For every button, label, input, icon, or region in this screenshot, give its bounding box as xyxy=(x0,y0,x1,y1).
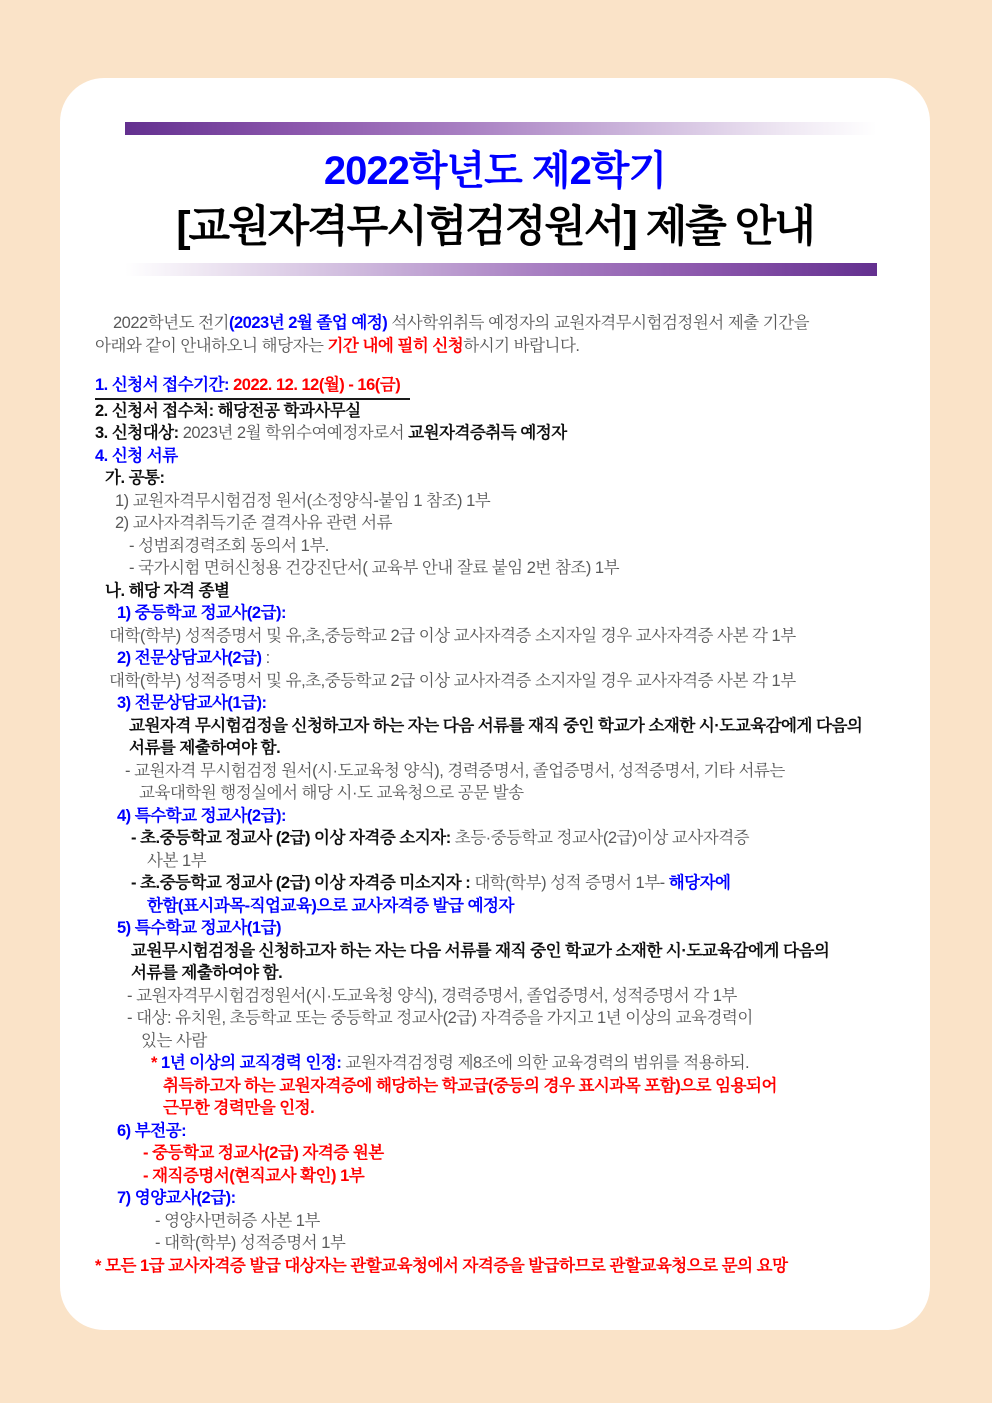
header-gradient-bar-bottom xyxy=(125,263,877,276)
text-line xyxy=(95,467,902,490)
text-segment: - 국가시험 면허신청용 건강진단서( 교육부 안내 잘료 붙임 2번 참조) 1부 xyxy=(129,559,620,577)
document-title-semester: 2022학년도 제2학기 xyxy=(323,149,667,193)
text-segment: 취득하고자 하는 교원자격증에 해당하는 학교급(중등의 경우 표시과목 포함)으로 임용되어 xyxy=(163,1076,777,1095)
text-segment: 서류를 제출하여야 함. xyxy=(129,739,281,757)
text-line xyxy=(95,1007,902,1030)
document-card xyxy=(60,78,930,1330)
text-segment: - 재직증명서(현직교사 확인) 1부 xyxy=(143,1166,365,1185)
text-segment: 대학(학부) 성적 증명서 1부- xyxy=(470,874,669,892)
text-line xyxy=(95,445,902,468)
text-segment: 초등·중등학교 정교사(2급)이상 교사자격증 xyxy=(450,829,750,847)
text-line xyxy=(95,512,902,535)
text-line xyxy=(95,737,902,760)
text-line xyxy=(95,872,902,895)
text-line xyxy=(95,917,902,940)
text-line xyxy=(95,985,902,1008)
text-line xyxy=(95,962,902,985)
text-line xyxy=(95,400,902,423)
text-line xyxy=(95,940,902,963)
text-line xyxy=(95,602,902,625)
document-body xyxy=(95,312,902,1277)
text-line xyxy=(95,1255,902,1278)
text-line xyxy=(95,625,902,648)
text-segment: - 초.중등학교 정교사 (2급) 이상 자격증 소지자: xyxy=(131,829,451,847)
text-segment: 7) 영양교사(2급): xyxy=(117,1189,236,1207)
text-line xyxy=(95,335,902,358)
text-segment: 6) 부전공: xyxy=(117,1121,187,1140)
text-segment: 나. 해당 자격 종별 xyxy=(105,581,230,600)
text-segment: 2022학년도 전기 xyxy=(113,314,229,332)
text-line xyxy=(95,1097,902,1120)
text-line xyxy=(95,692,902,715)
text-line xyxy=(95,1052,902,1075)
text-line xyxy=(95,490,902,513)
header-gradient-bar-top xyxy=(125,122,877,135)
text-segment: - 교원자격 무시험검정 원서(시·도교육청 양식), 경력증명서, 졸업증명서, 성적증명서, 기타 서류는 xyxy=(125,761,785,780)
text-segment: 해당자에 xyxy=(668,874,731,892)
text-line xyxy=(95,580,902,603)
text-segment: 1. 신청서 접수기간: xyxy=(95,376,234,394)
text-segment: 기간 내에 필히 신청 xyxy=(327,336,464,355)
text-line xyxy=(95,670,902,693)
text-segment: 2) 전문상담교사(2급) xyxy=(117,649,262,667)
text-segment: 교원자격검정령 제8조에 의한 교육경력의 범위를 적용하되. xyxy=(341,1054,750,1072)
text-segment: - 대상: 유치원, 초등학교 또는 중등학교 정교사(2급) 자격증을 가지고 1년 이상의 교육경력이 xyxy=(127,1009,753,1027)
text-line xyxy=(95,1165,902,1188)
text-line xyxy=(95,1210,902,1233)
text-line xyxy=(95,535,902,558)
text-segment: 1) 교원자격무시험검정 원서(소정양식-붙임 1 참조) 1부 xyxy=(115,491,491,510)
text-line xyxy=(95,374,902,400)
blank-line xyxy=(95,357,902,374)
underlined-text xyxy=(95,374,410,400)
text-segment: 3) 전문상담교사(1급): xyxy=(117,694,267,712)
text-line xyxy=(95,647,902,670)
text-segment: 있는 사람 xyxy=(141,1031,207,1050)
text-segment: 석사학위취득 예정자의 교원자격무시험검정원서 제출 기간을 xyxy=(387,314,810,332)
text-segment: 교원자격증취득 예정자 xyxy=(408,424,567,442)
text-segment: 2) 교사자격취득기준 결격사유 관련 서류 xyxy=(115,514,393,532)
text-segment: 1년 이상의 교직경력 인정: xyxy=(161,1054,342,1072)
text-segment: 2. 신청서 접수처: 해당전공 학과사무실 xyxy=(95,401,361,420)
text-segment: - 교원자격무시험검정원서(시·도교육청 양식), 경력증명서, 졸업증명서, 성적증명서 각 1부 xyxy=(127,986,737,1005)
text-segment: : xyxy=(261,649,270,667)
text-segment: - 중등학교 정교사(2급) 자격증 원본 xyxy=(143,1144,384,1162)
text-line xyxy=(95,1075,902,1098)
text-segment: - 초.중등학교 정교사 (2급) 이상 자격증 미소지자 : xyxy=(131,874,471,892)
text-segment: - 영양사면허증 사본 1부 xyxy=(155,1211,320,1230)
text-segment: 교원무시험검정을 신청하고자 하는 자는 다음 서류를 재직 중인 학교가 소재한 시·도교육감에게 다음의 xyxy=(131,941,830,960)
text-segment: - 대학(학부) 성적증명서 1부 xyxy=(155,1234,346,1252)
text-segment: 한함(표시과목-직업교육)으로 교사자격증 발급 예정자 xyxy=(147,896,514,915)
text-line xyxy=(95,312,902,335)
text-segment: * xyxy=(151,1054,162,1072)
text-line xyxy=(95,422,902,445)
text-segment: 4. 신청 서류 xyxy=(95,446,178,465)
text-segment: 근무한 경력만을 인정. xyxy=(163,1099,315,1117)
text-line xyxy=(95,1232,902,1255)
text-segment: 2022. 12. 12(월) - 16(금) xyxy=(233,376,401,394)
text-segment: 아래와 같이 안내하오니 해당자는 xyxy=(95,336,328,355)
text-line xyxy=(95,557,902,580)
text-line xyxy=(95,1142,902,1165)
text-segment: 교원자격 무시험검정을 신청하고자 하는 자는 다음 서류를 재직 중인 학교가 소재한 시·도교육감에게 다음의 xyxy=(129,716,863,735)
text-segment: 2023년 2월 학위수여예정자로서 xyxy=(178,424,409,442)
text-segment: 5) 특수학교 정교사(1급) xyxy=(117,919,282,937)
text-line xyxy=(95,827,902,850)
text-segment: 1) 중등학교 정교사(2급): xyxy=(117,604,287,622)
text-line xyxy=(95,805,902,828)
text-line xyxy=(95,1187,902,1210)
text-segment: 대학(학부) 성적증명서 및 유,초,중등학교 2급 이상 교사자격증 소지자일 경우 교사자격증 사본 각 1부 xyxy=(109,626,796,645)
text-line xyxy=(95,895,902,918)
text-line xyxy=(95,715,902,738)
text-line xyxy=(95,760,902,783)
text-segment: (2023년 2월 졸업 예정) xyxy=(229,314,388,332)
text-line xyxy=(95,1120,902,1143)
text-line xyxy=(95,850,902,873)
text-segment: 하시기 바랍니다. xyxy=(463,336,580,355)
text-segment: 사본 1부 xyxy=(147,851,207,870)
text-segment: 가. 공통: xyxy=(105,469,165,487)
text-line xyxy=(95,1030,902,1053)
text-segment: 서류를 제출하여야 함. xyxy=(131,964,283,982)
text-segment: 3. 신청대상: xyxy=(95,424,179,442)
text-segment: * 모든 1급 교사자격증 발급 대상자는 관할교육청에서 자격증을 발급하므로 관할교육청으로 문의 요망 xyxy=(95,1256,788,1275)
document-title-main: [교원자격무시험검정원서] 제출 안내 xyxy=(176,203,814,251)
text-segment: 교육대학원 행정실에서 해당 시·도 교육청으로 공문 발송 xyxy=(139,784,524,802)
text-line xyxy=(95,782,902,805)
text-segment: - 성범죄경력조회 동의서 1부. xyxy=(129,536,329,555)
text-segment: 대학(학부) 성적증명서 및 유,초,중등학교 2급 이상 교사자격증 소지자일 경우 교사자격증 사본 각 1부 xyxy=(109,671,796,690)
text-segment: 4) 특수학교 정교사(2급): xyxy=(117,806,287,825)
